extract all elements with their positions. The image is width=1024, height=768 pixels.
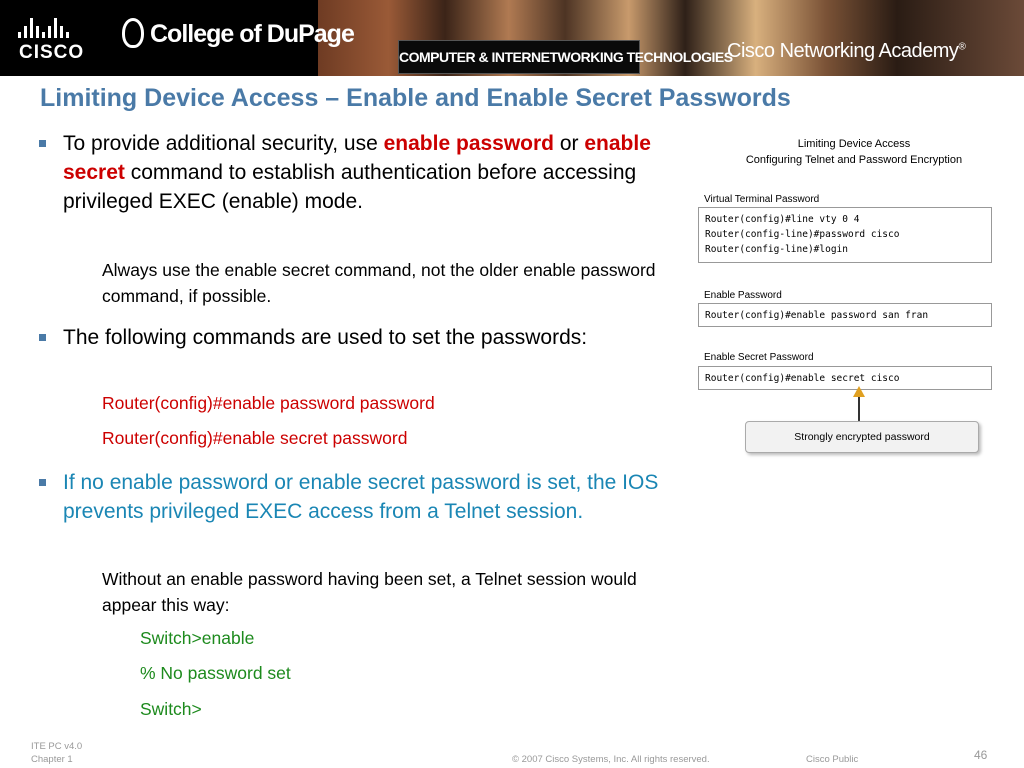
page-number: 46 xyxy=(974,748,988,762)
academy-wordmark: Cisco Networking Academy xyxy=(727,40,959,62)
bullet-commands: The following commands are used to set the passwords: xyxy=(63,323,673,352)
vty-line-2: Router(config-line)#password cisco xyxy=(705,229,900,240)
footer-chapter: Chapter 1 xyxy=(31,754,73,765)
vty-config-box xyxy=(698,207,992,263)
arrow-shaft xyxy=(858,396,860,422)
academy-registered-mark: ® xyxy=(958,41,966,53)
enable-secret-highlight: enable secret xyxy=(63,132,651,184)
enable-password-box xyxy=(698,303,992,327)
cisco-logo xyxy=(0,0,108,76)
cisco-wordmark: CISCO xyxy=(19,42,85,63)
program-banner: COMPUTER & INTERNETWORKING TECHNOLOGIES xyxy=(398,40,640,74)
footer-copyright: © 2007 Cisco Systems, Inc. All rights reserved. xyxy=(512,754,710,765)
vty-line-1: Router(config)#line vty 0 4 xyxy=(705,214,860,225)
bullet-no-password: If no enable password or enable secret password is set, the IOS prevents privileged EXEC access from a Telnet session. xyxy=(63,468,673,526)
enable-secret-label: Enable Secret Password xyxy=(704,352,814,363)
vty-line-3: Router(config-line)#login xyxy=(705,244,848,255)
footer-course: ITE PC v4.0 xyxy=(31,741,83,752)
college-logo xyxy=(108,0,354,76)
enable-password-label: Enable Password xyxy=(704,290,782,301)
enable-password-line: Router(config)#enable password san fran xyxy=(705,310,929,321)
footer-classification: Cisco Public xyxy=(806,754,859,765)
college-wordmark: College of DuPage xyxy=(150,20,354,48)
vty-password-label: Virtual Terminal Password xyxy=(704,194,820,205)
header-banner xyxy=(0,0,1024,76)
terminal-line-prompt: Switch> xyxy=(140,699,202,719)
command-enable-password: Router(config)#enable password password xyxy=(102,393,435,413)
cisco-bridge-icon xyxy=(18,18,69,38)
bullet1-text-post: command to establish authentication before accessing privileged EXEC (enable) mode. xyxy=(63,161,637,213)
diagram-subtitle: Configuring Telnet and Password Encryption xyxy=(745,154,963,166)
command-enable-secret: Router(config)#enable secret password xyxy=(102,428,408,448)
terminal-line-enable: Switch>enable xyxy=(140,628,255,648)
enable-password-highlight: enable password xyxy=(383,132,555,155)
bullet1-subpoint: Always use the enable secret command, not the older enable password command, if possible. xyxy=(102,260,656,306)
bullet-additional-security xyxy=(63,129,673,216)
college-flame-icon xyxy=(122,18,144,48)
diagram-title: Limiting Device Access xyxy=(797,138,911,150)
bullet3-subpoint: Without an enable password having been set, a Telnet session would appear this way: xyxy=(102,569,637,615)
encrypted-callout: Strongly encrypted password xyxy=(745,421,979,453)
bullet1-text-mid: or xyxy=(554,132,585,155)
enable-secret-box xyxy=(698,366,992,390)
terminal-line-no-password: % No password set xyxy=(140,663,291,683)
slide-title: Limiting Device Access – Enable and Enable Secret Passwords xyxy=(40,84,791,112)
bullet1-text-pre: To provide additional security, use xyxy=(63,132,384,155)
enable-secret-line: Router(config)#enable secret cisco xyxy=(705,373,900,384)
academy-logo xyxy=(727,40,965,63)
arrow-up-icon xyxy=(853,386,865,397)
